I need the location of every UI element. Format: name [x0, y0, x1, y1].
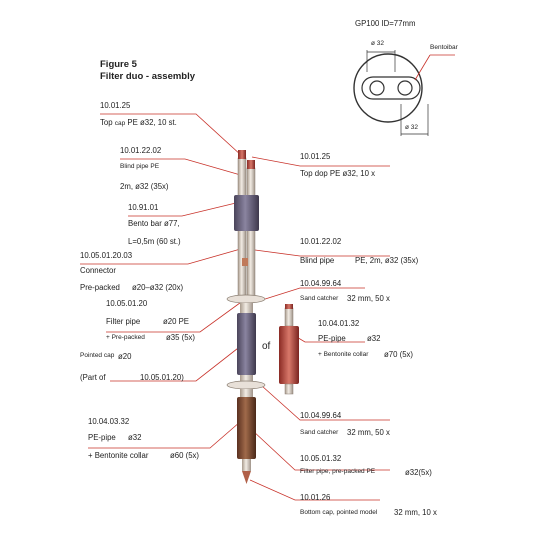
connector-name: Connector	[80, 266, 116, 275]
top-cap-right	[247, 160, 255, 169]
filter-pipe-left-prepacked: + Pre-packed	[106, 334, 145, 341]
sand-catcher-lower-code: 10.04.99.64	[300, 411, 342, 420]
pe-pipe-right-name: PE-pipe	[318, 334, 346, 343]
prepacked-name: Pre-packed	[80, 283, 120, 292]
sand-catcher-lower	[227, 381, 265, 389]
blind-pipe-right-spec: PE, 2m, ø32 (35x)	[355, 256, 419, 265]
top-cap-right-code: 10.01.25	[300, 152, 331, 161]
pe-pipe-right-bentonite: + Bentonite collar	[318, 351, 369, 358]
sand-catcher-upper-name: Sand catcher	[300, 295, 339, 302]
pe-pipe-left-bentonite: + Bentonite collar	[88, 451, 149, 460]
pe-pipe-left-name: PE-pipe	[88, 433, 116, 442]
filter-pipe-left-spec: ø20 PE	[163, 317, 190, 326]
filter-pipe-prepacked	[237, 397, 256, 459]
top-cap-text: Top cap PE ø32, 10 st.	[100, 118, 177, 127]
connector	[242, 258, 248, 266]
cross-section-header: GP100 ID=77mm	[355, 19, 416, 28]
alternative-pe-pipe	[279, 304, 299, 394]
pipe-right-section	[398, 81, 412, 95]
pe-pipe-right-code: 10.04.01.32	[318, 319, 360, 328]
filter-pipe-right-code: 10.05.01.32	[300, 454, 342, 463]
filter-pipe-left-name: Filter pipe	[106, 317, 141, 326]
cross-section-dim-bottom: ø 32	[405, 124, 419, 131]
bottom-cap-code: 10.01.26	[300, 493, 331, 502]
bento-bar-spec: Bento bar ø77,	[128, 219, 180, 228]
top-cap-right-text: Top dop PE ø32, 10 x	[300, 169, 375, 178]
cross-section-label: Bentoibar	[430, 44, 458, 51]
bento-bar-length: L=0,5m (60 st.)	[128, 237, 181, 246]
or-label: of	[262, 341, 271, 352]
bentonite-collar	[237, 313, 256, 375]
sand-catcher-upper-code: 10.04.99.64	[300, 279, 342, 288]
bento-bar-code: 10.91.01	[128, 203, 159, 212]
bottom-cap-spec: 32 mm, 10 x	[394, 508, 437, 517]
bentonite-bar	[234, 195, 259, 231]
pipe-left-section	[370, 81, 384, 95]
figure-title: Filter duo - assembly	[100, 71, 196, 82]
top-cap-code: 10.01.25	[100, 101, 131, 110]
connector-code: 10.05.01.20.03	[80, 251, 133, 260]
alternative-bentonite-collar	[279, 326, 299, 384]
blind-pipe-right-code: 10.01.22.02	[300, 237, 342, 246]
pe-pipe-right-spec: ø32	[367, 334, 381, 343]
figure-number: Figure 5	[100, 59, 137, 70]
part-of-code: 10.05.01.20)	[140, 373, 184, 382]
pointed-cap-name: Pointed cap	[80, 352, 115, 359]
pe-pipe-left-bentonite-spec: ø60 (5x)	[170, 451, 200, 460]
pe-pipe-left-code: 10.04.03.32	[88, 417, 130, 426]
filter-pipe-left-prepacked-spec: ø35 (5x)	[166, 333, 196, 342]
prepacked-spec: ø20–ø32 (20x)	[132, 283, 184, 292]
pe-pipe-left-spec: ø32	[128, 433, 142, 442]
sand-catcher-lower-name: Sand catcher	[300, 429, 339, 436]
filter-pipe-left-code: 10.05.01.20	[106, 299, 148, 308]
main-assembly	[227, 150, 265, 484]
blind-pipe-right-name: Blind pipe	[300, 256, 335, 265]
top-cap-left	[238, 150, 246, 159]
blind-pipe-left-name: Blind pipe PE	[120, 163, 160, 170]
sand-catcher-upper-spec: 32 mm, 50 x	[347, 294, 390, 303]
sand-catcher-upper	[227, 295, 265, 303]
pointed-cap-spec: ø20	[118, 352, 132, 361]
blind-pipe-left-code: 10.01.22.02	[120, 146, 162, 155]
blind-pipe-right	[247, 168, 255, 298]
sand-catcher-lower-spec: 32 mm, 50 x	[347, 428, 390, 437]
filter-pipe-right-spec: ø32(5x)	[405, 468, 432, 477]
bottom-cap-name: Bottom cap, pointed model	[300, 509, 378, 516]
bentonite-bar-outline	[362, 77, 420, 99]
blind-pipe-left-spec: 2m, ø32 (35x)	[120, 182, 169, 191]
bottom-cap-pointed	[242, 471, 251, 484]
filter-pipe-right-name: Filter pipe, pre-packed PE	[300, 468, 376, 475]
part-of-label: (Part of	[80, 373, 106, 382]
pe-pipe-right-bentonite-spec: ø70 (5x)	[384, 350, 414, 359]
cross-section-dim-top: ø 32	[371, 40, 385, 47]
